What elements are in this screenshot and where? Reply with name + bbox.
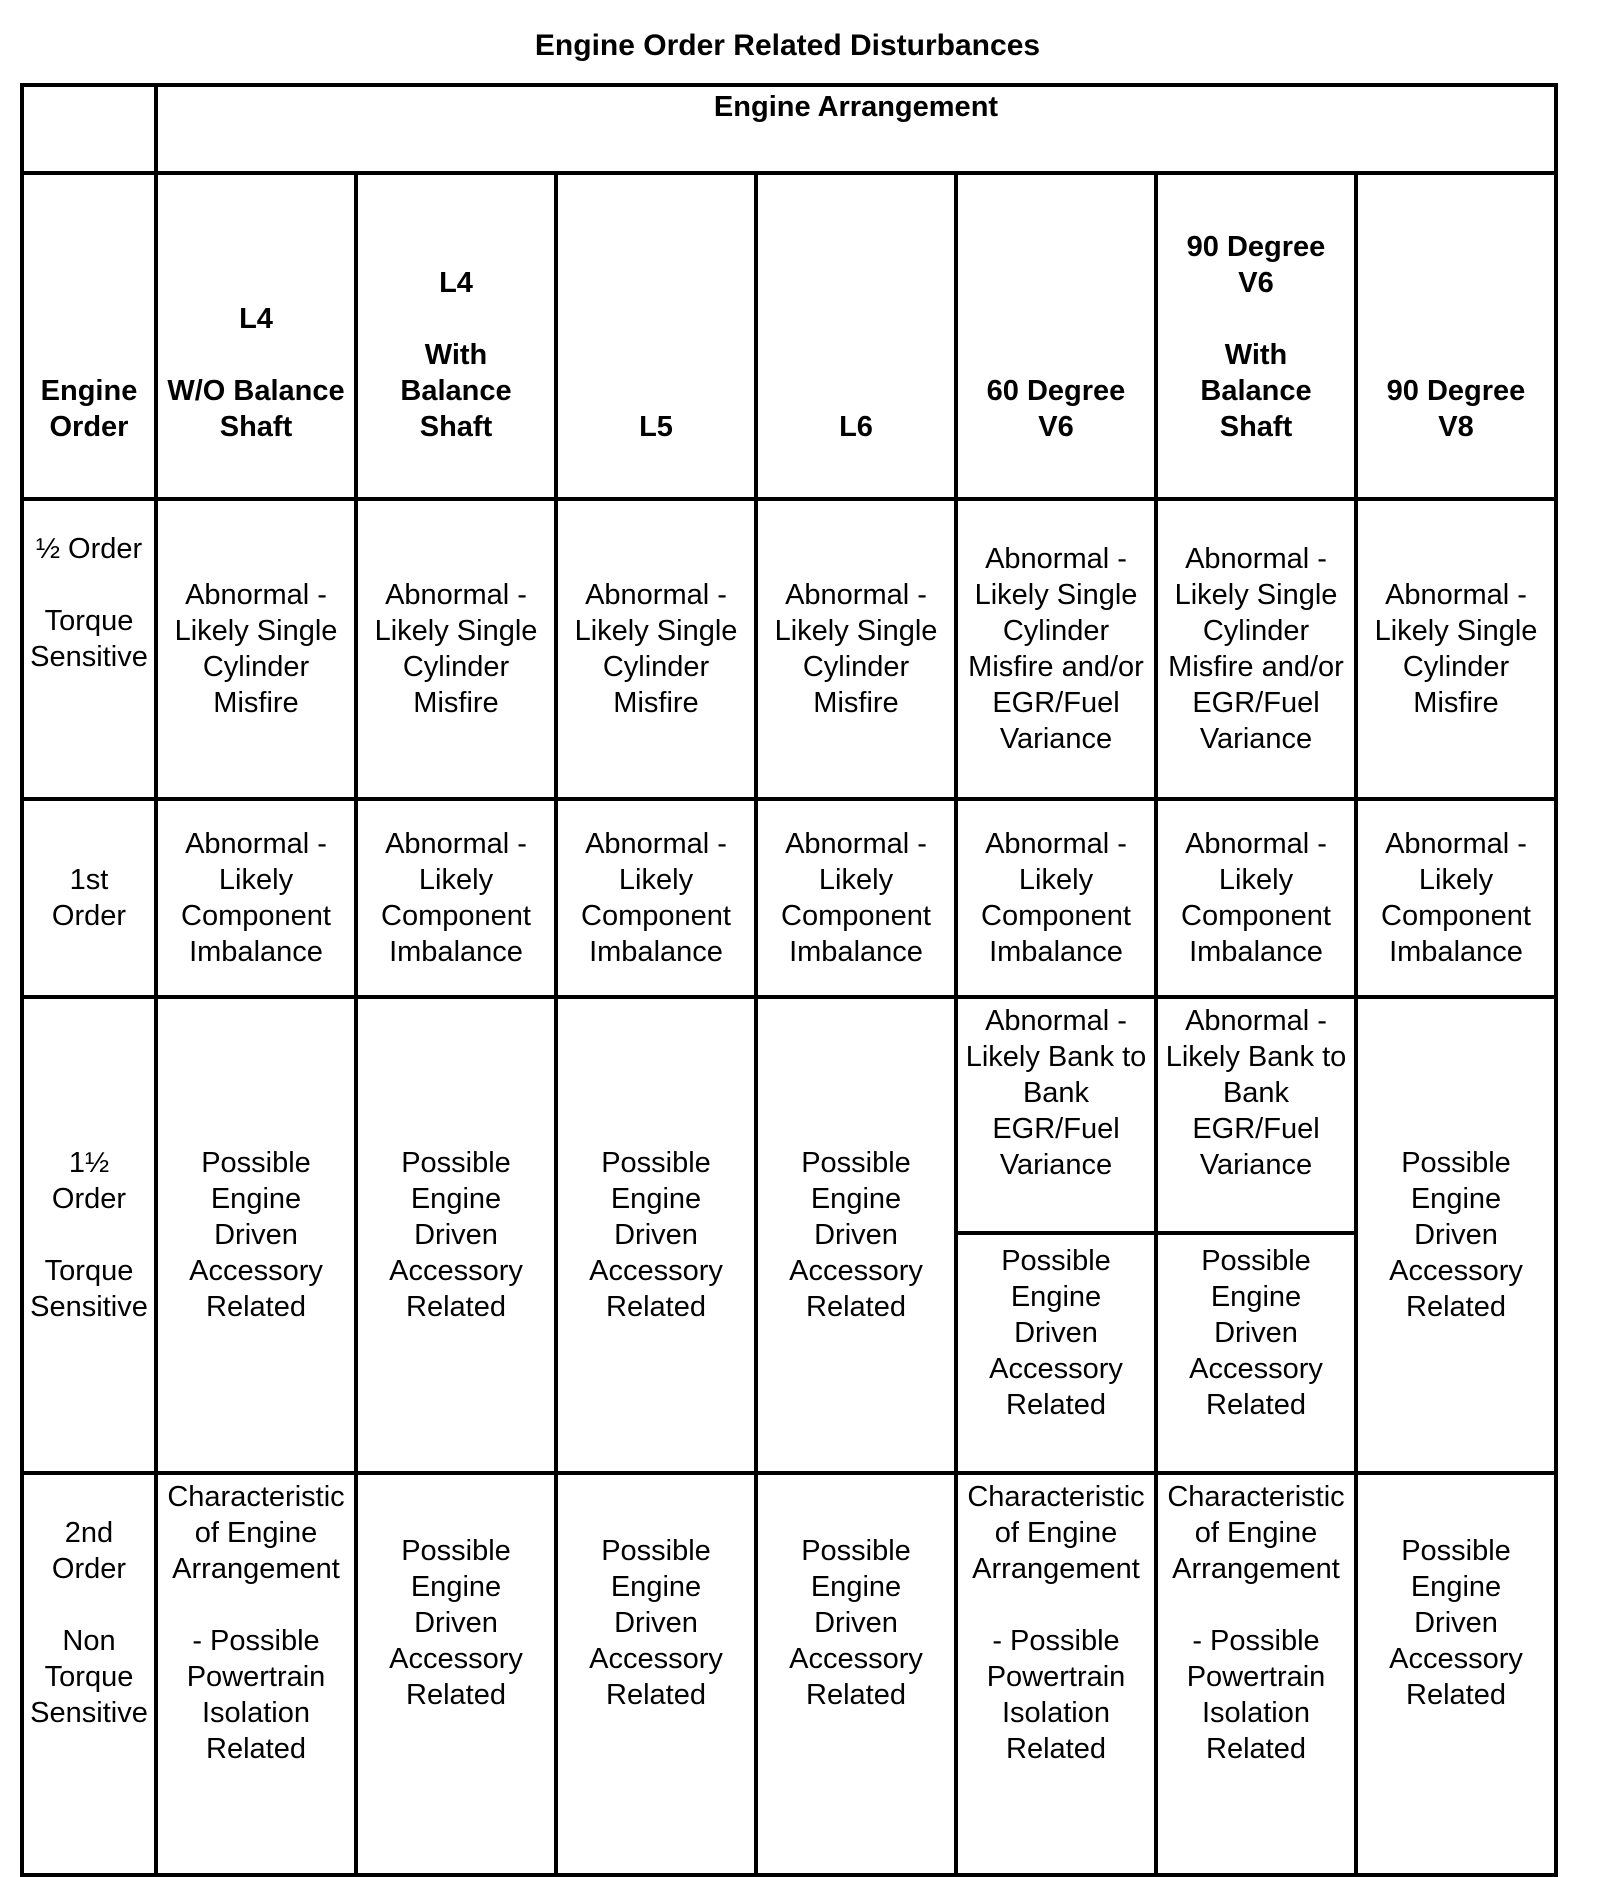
table-cell: Abnormal - Likely Component Imbalance [156,799,356,997]
table-cell: Abnormal - Likely Component Imbalance [756,799,956,997]
table-cell: Possible Engine Driven Accessory Related [1356,1473,1556,1875]
table-cell: Possible Engine Driven Accessory Related [1156,1233,1356,1473]
table-cell: Characteristic of Engine Arrangement - Possible Powertrain Isolation Related [956,1473,1156,1875]
table-cell: Possible Engine Driven Accessory Related [356,1473,556,1875]
table-cell: Possible Engine Driven Accessory Related [356,997,556,1473]
document-title: Engine Order Related Disturbances [534,29,1041,62]
table-cell: Possible Engine Driven Accessory Related [156,997,356,1473]
table-cell: Abnormal - Likely Single Cylinder Misfire and/or EGR/Fuel Variance [956,499,1156,799]
table-cell: Abnormal - Likely Component Imbalance [356,799,556,997]
column-header-l4-with-balance: L4 With Balance Shaft [356,173,556,499]
table-cell: Abnormal - Likely Single Cylinder Misfire [756,499,956,799]
table-cell: Possible Engine Driven Accessory Related [556,997,756,1473]
table-cell: Abnormal - Likely Single Cylinder Misfire [556,499,756,799]
table-cell: Abnormal - Likely Component Imbalance [556,799,756,997]
engine-arrangement-header: Engine Arrangement [156,85,1556,173]
table-row-first-order [22,799,1556,997]
table-cell: Abnormal - Likely Component Imbalance [956,799,1156,997]
column-header-l5: L5 [556,173,756,499]
table-cell: Abnormal - Likely Component Imbalance [1156,799,1356,997]
table-cell: Abnormal - Likely Single Cylinder Misfire [156,499,356,799]
row-label-first-order: 1st Order [22,799,156,997]
table-cell: Possible Engine Driven Accessory Related [1356,997,1556,1473]
table-cell: Possible Engine Driven Accessory Related [756,997,956,1473]
table-cell: Abnormal - Likely Single Cylinder Misfire and/or EGR/Fuel Variance [1156,499,1356,799]
table-row-one-half-order [22,997,1556,1233]
table-cell: Possible Engine Driven Accessory Related [756,1473,956,1875]
table-cell: Abnormal - Likely Single Cylinder Misfire [356,499,556,799]
disturbance-table [20,83,1558,1877]
table-row-second-order [22,1473,1556,1875]
row-label-second-order: 2nd Order Non Torque Sensitive [22,1473,156,1875]
table-cell: Abnormal - Likely Component Imbalance [1356,799,1556,997]
table-cell: Abnormal - Likely Bank to Bank EGR/Fuel Variance [1156,997,1356,1233]
table-cell: Characteristic of Engine Arrangement - Possible Powertrain Isolation Related [1156,1473,1356,1875]
row-label-half-order: ½ Order Torque Sensitive [22,499,156,799]
table-cell: Characteristic of Engine Arrangement - Possible Powertrain Isolation Related [156,1473,356,1875]
corner-cell [22,85,156,173]
table-row-half-order [22,499,1556,799]
engine-order-header: Engine Order [22,173,156,499]
table-cell: Abnormal - Likely Single Cylinder Misfire [1356,499,1556,799]
column-header-60-v6: 60 Degree V6 [956,173,1156,499]
table-cell: Possible Engine Driven Accessory Related [556,1473,756,1875]
row-label-one-half-order: 1½ Order Torque Sensitive [22,997,156,1473]
table-cell: Possible Engine Driven Accessory Related [956,1233,1156,1473]
column-header-row [22,173,1556,499]
table-cell: Abnormal - Likely Bank to Bank EGR/Fuel Variance [956,997,1156,1233]
column-header-l4-wo-balance: L4 W/O Balance Shaft [156,173,356,499]
group-header-row [22,85,1556,173]
column-header-90-v6: 90 Degree V6 With Balance Shaft [1156,173,1356,499]
column-header-l6: L6 [756,173,956,499]
column-header-90-v8: 90 Degree V8 [1356,173,1556,499]
